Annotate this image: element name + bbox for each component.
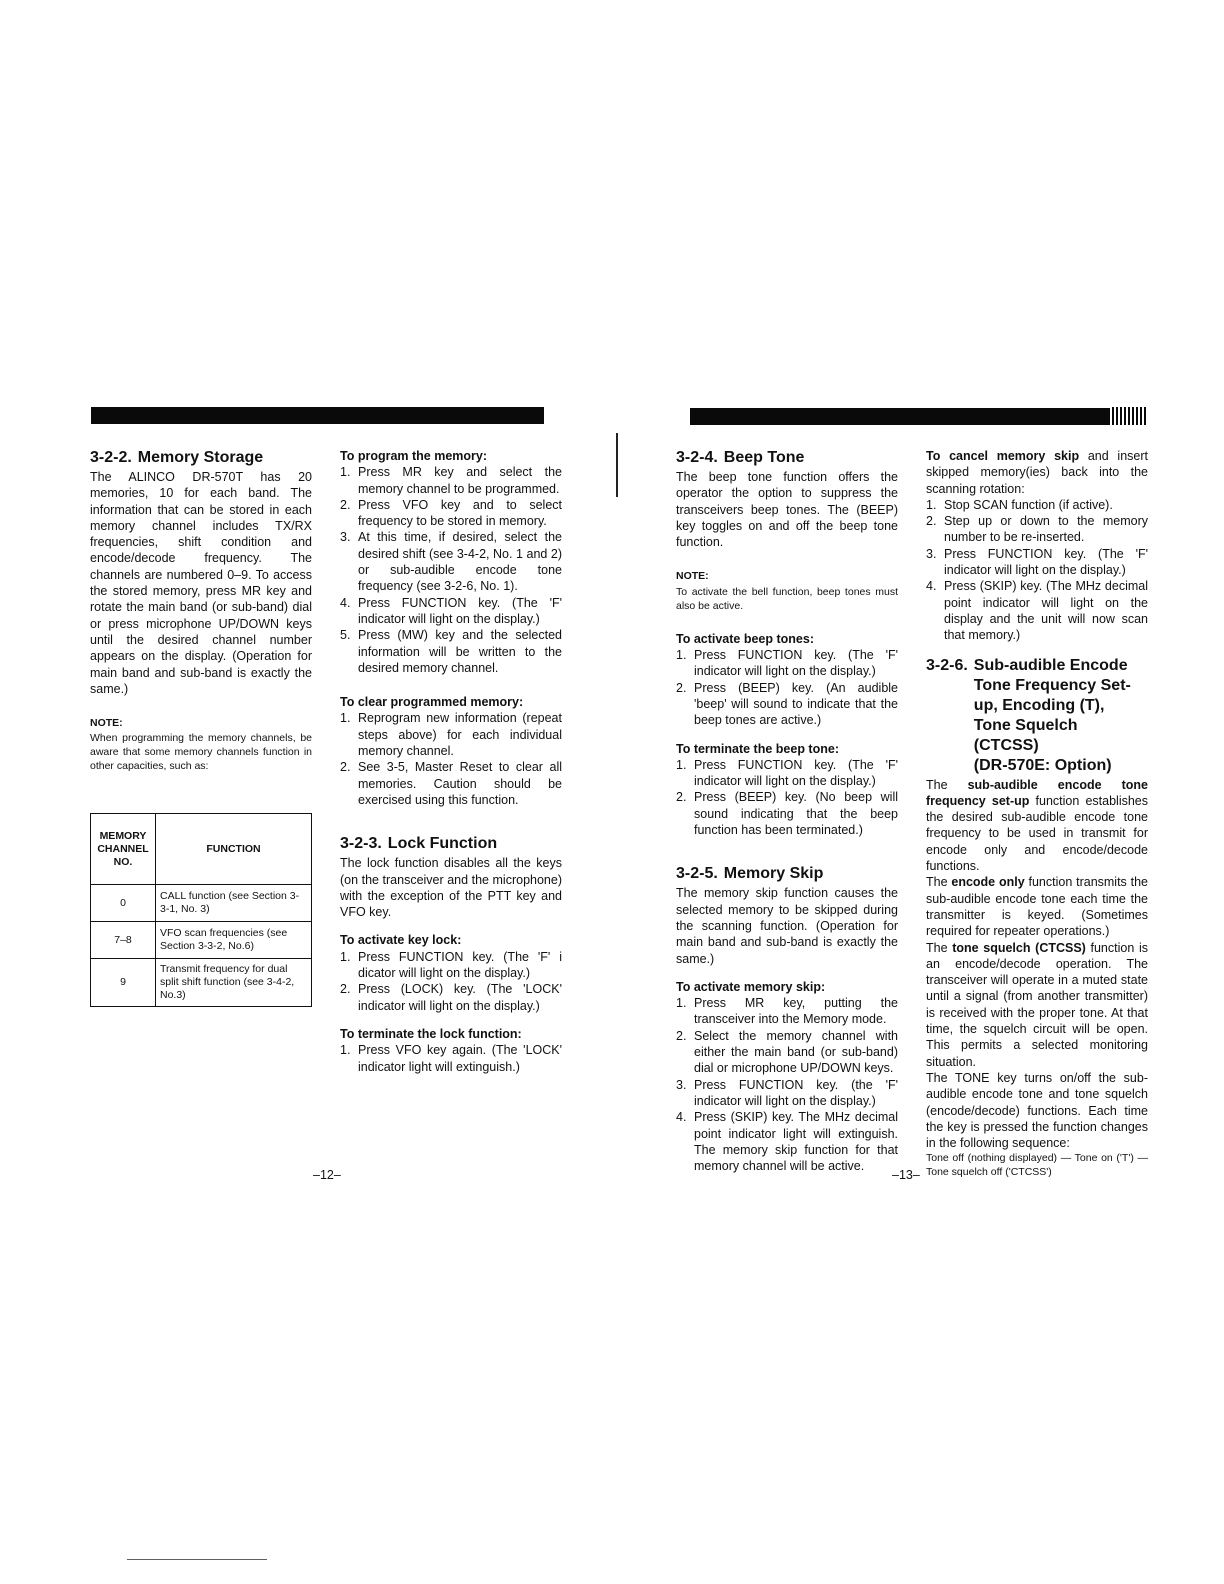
terminate-beep-steps — [676, 757, 898, 838]
list-item: 2. Press (BEEP) key. (No beep will sound indicating that the beep function has been terminated.) — [676, 790, 898, 838]
list-item: 4. Press FUNCTION key. (The 'F' indicator will light on the display.) — [340, 595, 562, 626]
activate-lock-steps — [340, 949, 562, 1014]
page-number-left: –12– — [313, 1168, 341, 1182]
encode-only-paragraph: The encode only function transmits the sub-audible encode tone each time the transmitter is keyed. (Sometimes required for repeater operations.) — [926, 875, 1149, 939]
header-bar-tick-marks — [1112, 407, 1146, 425]
list-item: 1. Reprogram new information (repeat steps above) for each individual memory channel. — [340, 711, 562, 759]
terminate-beep-heading: To terminate the beep tone: — [676, 741, 839, 756]
table-cell-channel: 0 — [91, 885, 156, 922]
page-divider — [616, 433, 618, 497]
activate-beep-steps — [676, 647, 898, 728]
table-cell-function: VFO scan frequencies (see Section 3-3-2, No.6) — [156, 922, 312, 959]
list-item: 2. Select the memory channel with either the main band (or sub-band) dial or microphone UP/DOWN keys. — [676, 1028, 898, 1076]
tone-key-paragraph: The TONE key turns on/off the sub-audible encode tone and tone squelch (encode/decode) functions. Each time the key is pressed the function changes in the following sequence: — [926, 1070, 1148, 1151]
section-number: 3-2-4. — [676, 449, 718, 466]
section-number: 3-2-3. — [340, 835, 382, 853]
list-item: 4. Press (SKIP) key. (The MHz decimal point indicator will light on the display and the unit will now scan that memory.) — [926, 579, 1148, 643]
column-4 — [926, 448, 1148, 1179]
section-heading-3-2-3 — [340, 834, 562, 854]
table-cell-function: CALL function (see Section 3-3-1, No. 3) — [156, 885, 312, 922]
header-bar-left — [91, 407, 544, 424]
column-2 — [340, 448, 562, 1075]
activate-lock-heading: To activate key lock: — [340, 933, 462, 948]
program-memory-heading: To program the memory: — [340, 449, 488, 463]
table-header-function: FUNCTION — [156, 814, 312, 885]
activate-skip-steps — [676, 995, 898, 1174]
section-heading-3-2-6 — [926, 656, 1148, 776]
section-title: Beep Tone — [723, 449, 805, 466]
section-number: 3-2-5. — [676, 865, 718, 883]
footer-link-underline[interactable] — [127, 1559, 267, 1560]
column-3 — [676, 448, 898, 1174]
list-item: 3. Press FUNCTION key. (The 'F' indicator will light on the display.) — [926, 546, 1148, 578]
section-number: 3-2-6. — [926, 656, 968, 674]
memory-channel-table — [90, 813, 312, 1007]
table-row — [91, 885, 312, 922]
activate-skip-heading: To activate memory skip: — [676, 979, 826, 994]
tone-sequence: Tone off (nothing displayed) — Tone on ('T') — Tone squelch off ('CTCSS') — [926, 1152, 1148, 1179]
list-item: 1. Press VFO key again. (The 'LOCK' indicator light will extinguish.) — [340, 1043, 562, 1074]
list-item: 1. Press FUNCTION key. (The 'F' indicator will light on the display.) — [676, 648, 898, 679]
section-number: 3-2-2. — [90, 449, 132, 466]
cancel-skip-steps — [926, 497, 1148, 644]
table-header-row — [91, 814, 312, 885]
clear-memory-heading: To clear programmed memory: — [340, 695, 524, 710]
section-heading-3-2-2 — [90, 448, 312, 468]
lock-function-body: The lock function disables all the keys (on the transceiver and the microphone) with the exception of the PTT key and VFO key. — [340, 856, 562, 920]
list-item: 2. Press VFO key and to select frequency to be stored in memory. — [340, 497, 562, 529]
list-item: 1. Press MR key and select the memory channel to be programmed. — [340, 465, 562, 496]
list-item: 5. Press (MW) key and the selected information will be written to the desired memory channel. — [340, 628, 562, 675]
list-item: 3. At this time, if desired, select the desired shift (see 3-4-2, No. 1 and 2) or sub-audible encode tone frequency (see 3-2-6, No. 1). — [340, 530, 562, 594]
note-heading: NOTE: — [676, 570, 709, 583]
column-1 — [90, 448, 312, 1007]
beep-tone-body: The beep tone function offers the operator the option to suppress the transceivers beep tones. The (BEEP) key toggles on and off the beep tone function. — [676, 470, 898, 550]
note-text: When programming the memory channels, be aware that some memory channels function in other capacities, such as: — [90, 732, 312, 773]
section-title: Lock Function — [387, 835, 498, 853]
note-text: To activate the bell function, beep tones must also be active. — [676, 585, 898, 612]
cancel-skip-heading: To cancel memory skip — [926, 449, 1080, 463]
table-cell-channel: 7–8 — [91, 922, 156, 959]
page-number-right: –13– — [892, 1168, 920, 1182]
table-header-channel: MEMORY CHANNEL NO. — [91, 814, 156, 885]
section-heading-3-2-5 — [676, 864, 898, 884]
list-item: 1. Press FUNCTION key. (The 'F' indicator will light on the display.) — [676, 757, 898, 789]
cancel-skip-heading-rest: and insert skipped memory(ies) back into the scanning rotation: — [926, 449, 1148, 496]
terminate-lock-heading: To terminate the lock function: — [340, 1026, 522, 1041]
list-item: 3. Press FUNCTION key. (the 'F' indicator will light on the display.) — [676, 1077, 898, 1108]
list-item: 1. Press MR key, putting the transceiver into the Memory mode. — [676, 996, 898, 1027]
list-item: 4. Press (SKIP) key. The MHz decimal point indicator light will extinguish. The memory skip function for that memory channel will be active. — [676, 1110, 898, 1174]
tone-setup-paragraph: The sub-audible encode tone frequency set-up function establishes the desired sub-audible encode tone frequency to be used in transmit for encode only and encode/decode functions. — [926, 777, 1148, 874]
section-title: Sub-audible Encode Tone Frequency Set- up, Encoding (T), Tone Squelch (CTCSS) (DR-570E: Option) — [973, 656, 1131, 774]
section-heading-3-2-4 — [676, 448, 898, 468]
memory-skip-body: The memory skip function causes the selected memory to be skipped during the scanning function. (Operation for main band and sub-band is exactly the same.) — [676, 886, 898, 966]
note-heading: NOTE: — [90, 717, 123, 730]
list-item: 2. See 3-5, Master Reset to clear all memories. Caution should be exercised using this function. — [340, 760, 562, 807]
section-title: Memory Skip — [723, 865, 824, 883]
table-row — [91, 922, 312, 959]
list-item: 2. Press (LOCK) key. (The 'LOCK' indicator will light on the display.) — [340, 982, 562, 1013]
section-title: Memory Storage — [137, 449, 264, 466]
memory-storage-body: The ALINCO DR-570T has 20 memories, 10 for each band. The information that can be stored in each memory channel includes TX/RX frequencies, shift condition and encode/decode frequency. The channels are numbered 0–9. To access the stored memory, press MR key and rotate the main band (or sub-band) dial or press microphone UP/DOWN keys until the desired channel number appears on the display. (Operation for main band and sub-band is exactly the same.) — [90, 470, 312, 696]
cancel-skip-intro — [926, 448, 1148, 497]
table-cell-function: Transmit frequency for dual split shift function (see 3-4-2, No.3) — [156, 959, 312, 1007]
table-cell-channel: 9 — [91, 959, 156, 1007]
list-item: 2. Press (BEEP) key. (An audible 'beep' will sound to indicate that the beep tones are active.) — [676, 680, 898, 728]
tone-squelch-paragraph: The tone squelch (CTCSS) function is an encode/decode operation. The transceiver will operate in a muted state until a signal (from another transmitter) is received with the proper tone. At that time, the squelch circuit will be open. This permits a selected monitoring situation. — [926, 940, 1148, 1069]
terminate-lock-steps — [340, 1042, 562, 1075]
list-item: 1. Press FUNCTION key. (The 'F' i dicator will light on the display.) — [340, 949, 562, 981]
list-item: 1. Stop SCAN function (if active). — [926, 497, 1113, 512]
header-bar-right — [690, 408, 1110, 425]
program-memory-steps — [340, 464, 562, 676]
list-item: 2. Step up or down to the memory number to be re-inserted. — [926, 514, 1148, 545]
table-row — [91, 959, 312, 1007]
clear-memory-steps — [340, 710, 562, 808]
activate-beep-heading: To activate beep tones: — [676, 631, 814, 646]
